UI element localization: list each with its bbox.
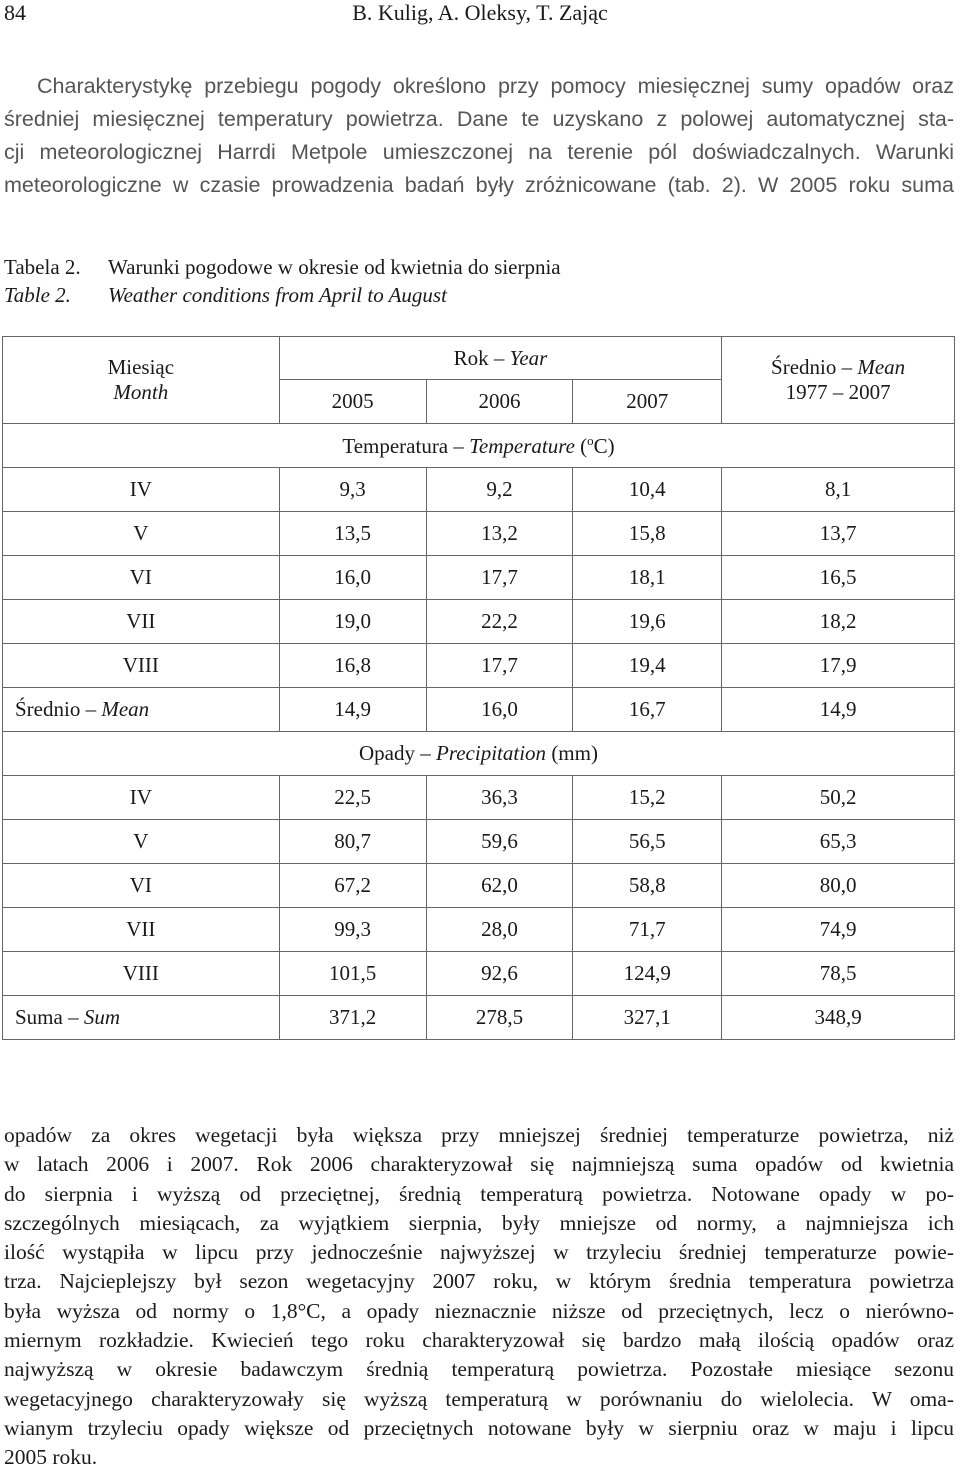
month-header: Miesiąc Month — [3, 337, 280, 424]
body-paragraph — [4, 1121, 954, 1473]
body-line: była wyższa od normy o 1,8°C, a opady nieznacznie niższe od przeciętnych, lecz o nierówno- — [4, 1298, 954, 1323]
body-line: 2005 roku. — [4, 1445, 98, 1470]
table-row: IV 9,3 9,2 10,4 8,1 — [3, 468, 955, 512]
table-row: V 80,7 59,6 56,5 65,3 — [3, 820, 955, 864]
caption-text-en: Weather conditions from April to August — [108, 283, 447, 307]
year-2007-header: 2007 — [573, 380, 722, 424]
precipitation-sum-row: Suma – Sum 371,2 278,5 327,1 348,9 — [3, 996, 955, 1040]
body-line: wianym trzyleciu opady większe od przeciętnych notowane były w sierpniu oraz w maju i lipcu — [4, 1415, 954, 1440]
body-line: ilość wystąpiła w lipcu przy jednocześnie najwyższej w trzyleciu średniej temperaturze powie- — [4, 1240, 954, 1265]
page-number: 84 — [4, 0, 26, 25]
table-row: V 13,5 13,2 15,8 13,7 — [3, 512, 955, 556]
temperature-section-header: Temperatura – Temperature ($^o$C) — [3, 424, 955, 468]
body-line: w latach 2006 i 2007. Rok 2006 charakteryzował się najmniejszą suma opadów od kwietnia — [4, 1152, 954, 1177]
intro-line: Charakterystykę przebiegu pogody określono przy pomocy miesięcznej sumy opadów oraz — [37, 74, 954, 98]
intro-line: cji meteorologicznej Harrdi Metpole umieszczonej na terenie pól doświadczalnych. Warunki — [4, 140, 954, 164]
body-line: szczególnych miesiącach, za wyjątkiem sierpnia, były mniejsze od normy, a najmniejsza ich — [4, 1210, 954, 1235]
intro-paragraph — [4, 70, 954, 202]
table-row: VII 99,3 28,0 71,7 74,9 — [3, 908, 955, 952]
intro-line: średniej miesięcznej temperatury powietrza. Dane te uzyskano z polowej automatycznej sta- — [4, 107, 954, 131]
intro-line: meteorologiczne w czasie prowadzenia badań były zróżnicowane (tab. 2). W 2005 roku suma — [4, 173, 954, 197]
table-row: VI 16,0 17,7 18,1 16,5 — [3, 556, 955, 600]
caption-text-pl: Warunki pogodowe w okresie od kwietnia do sierpnia — [108, 255, 561, 279]
body-line: do sierpnia i wyższą od przeciętnej, średnią temperaturą powietrza. Notowane opady w po- — [4, 1181, 954, 1206]
running-head — [0, 0, 960, 30]
year-2006-header: 2006 — [426, 380, 573, 424]
precipitation-section-header: Opady – Precipitation (mm) — [3, 732, 955, 776]
body-line: miernym rozkładzie. Kwiecień tego roku charakteryzował się bardzo małą ilością opadów oraz — [4, 1328, 954, 1353]
table-row: VI 67,2 62,0 58,8 80,0 — [3, 864, 955, 908]
table-row: IV 22,5 36,3 15,2 50,2 — [3, 776, 955, 820]
year-header: Rok – Year — [279, 337, 722, 380]
caption-label-pl: Tabela 2. — [4, 255, 81, 279]
table-caption — [4, 253, 561, 309]
table-row: VIII 16,8 17,7 19,4 17,9 — [3, 644, 955, 688]
body-line: wegetacyjnego charakteryzowały się wyższą temperaturą w porównaniu do wielolecia. W oma- — [4, 1386, 954, 1411]
mean-header: Średnio – Mean 1977 – 2007 — [722, 337, 955, 424]
caption-label-en: Table 2. — [4, 283, 71, 307]
table-row: VIII 101,5 92,6 124,9 78,5 — [3, 952, 955, 996]
running-head-authors: B. Kulig, A. Oleksy, T. Zając — [352, 0, 608, 25]
body-line: opadów za okres wegetacji była większa przy mniejszej średniej temperaturze powietrza, niż — [4, 1123, 954, 1147]
weather-table — [2, 336, 955, 1040]
body-line: trza. Najcieplejszy był sezon wegetacyjny 2007 roku, w którym średnia temperatura powietrza — [4, 1269, 954, 1294]
year-2005-header: 2005 — [279, 380, 426, 424]
table-row: VII 19,0 22,2 19,6 18,2 — [3, 600, 955, 644]
body-line: najwyższą w okresie badawczym średnią temperaturą powietrza. Pozostałe miesiące sezonu — [4, 1357, 954, 1382]
temperature-mean-row: Średnio – Mean 14,9 16,0 16,7 14,9 — [3, 688, 955, 732]
